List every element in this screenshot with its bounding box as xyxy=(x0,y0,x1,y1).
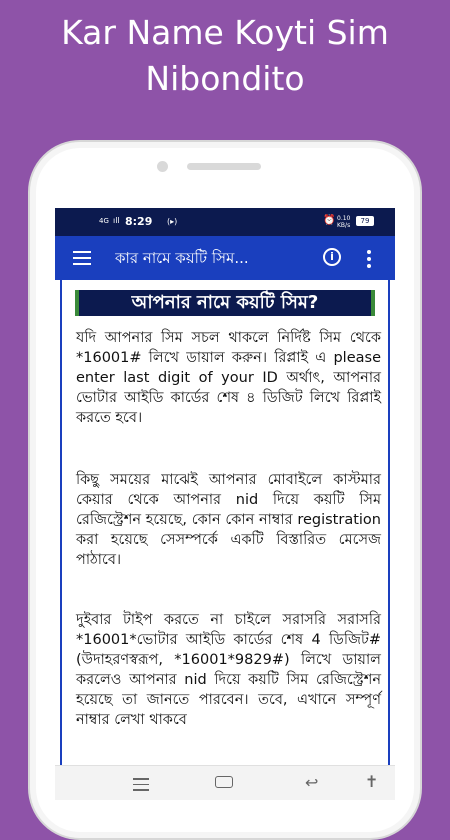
recents-icon[interactable] xyxy=(133,778,149,795)
network-speed xyxy=(337,215,350,229)
signal-icon: ıll xyxy=(113,216,120,225)
paragraph-1: যদি আপনার সিম সচল থাকলে নির্দিষ্ট সিম থেকে *16001# লিখে ডায়াল করুন। রিপ্লাই এ please enter last digit of your ID অর্থাৎ, আপনার ভোটার আইডি কার্ডের শেষ ৪ ডিজিট লিখে রিপ্লাই করতে হবে। xyxy=(76,330,381,426)
article-content xyxy=(60,280,390,765)
status-time: 8:29 xyxy=(125,215,153,228)
accessibility-icon[interactable]: ✝ xyxy=(365,772,379,791)
promo-title-line2: Nibondito xyxy=(145,59,305,98)
paragraph-3: দুইবার টাইপ করতে না চাইলে সরাসরি সরাসরি *16001*ভোটার আইডি কার্ডের শেষ 4 ডিজিট# (উদাহরণস্বরূপ, *16001*9829#) লিখে ডায়াল করলেও আপনার nid দিয়ে কয়টি সিম রেজিস্ট্রেশন হয়েছে তা জানতে পারবেন। তবে, এখানে সম্পূর্ণ নাম্বার লেখা থাকবে xyxy=(76,612,381,728)
media-indicator-icon: (▸) xyxy=(167,217,178,226)
battery-icon: 79 xyxy=(356,216,374,226)
app-title: কার নামে কয়টি সিম... xyxy=(115,249,249,267)
phone-screen xyxy=(55,208,395,800)
speed-unit: KB/s xyxy=(337,222,351,229)
status-bar xyxy=(55,208,395,236)
alarm-icon: ⏰ xyxy=(323,215,336,226)
promo-title-line1: Kar Name Koyti Sim xyxy=(61,13,389,52)
back-icon[interactable]: ↩ xyxy=(305,773,319,792)
paragraph-2: কিছু সময়ের মাঝেই আপনার মোবাইলে কাস্টমার কেয়ার থেকে আপনার nid দিয়ে কয়টি সিম রেজিস্ট্রেশন হয়েছে, কোন কোন নাম্বার registration করা হয়েছে সেসম্পর্কে একটি বিস্তারিত মেসেজ পাঠাবে। xyxy=(76,472,381,568)
camera-icon xyxy=(157,161,168,172)
article-heading: আপনার নামে কয়টি সিম? xyxy=(75,290,375,316)
system-nav-bar xyxy=(55,765,395,800)
promo-title xyxy=(0,10,450,102)
network-type: 4G xyxy=(99,217,109,225)
speaker-grille xyxy=(187,163,261,170)
hamburger-menu-icon[interactable] xyxy=(73,251,91,265)
info-icon[interactable]: i xyxy=(323,248,341,266)
speed-value: 0.10 xyxy=(337,215,351,222)
more-options-icon[interactable] xyxy=(367,250,371,271)
home-icon[interactable] xyxy=(215,776,233,788)
app-toolbar xyxy=(55,236,395,280)
